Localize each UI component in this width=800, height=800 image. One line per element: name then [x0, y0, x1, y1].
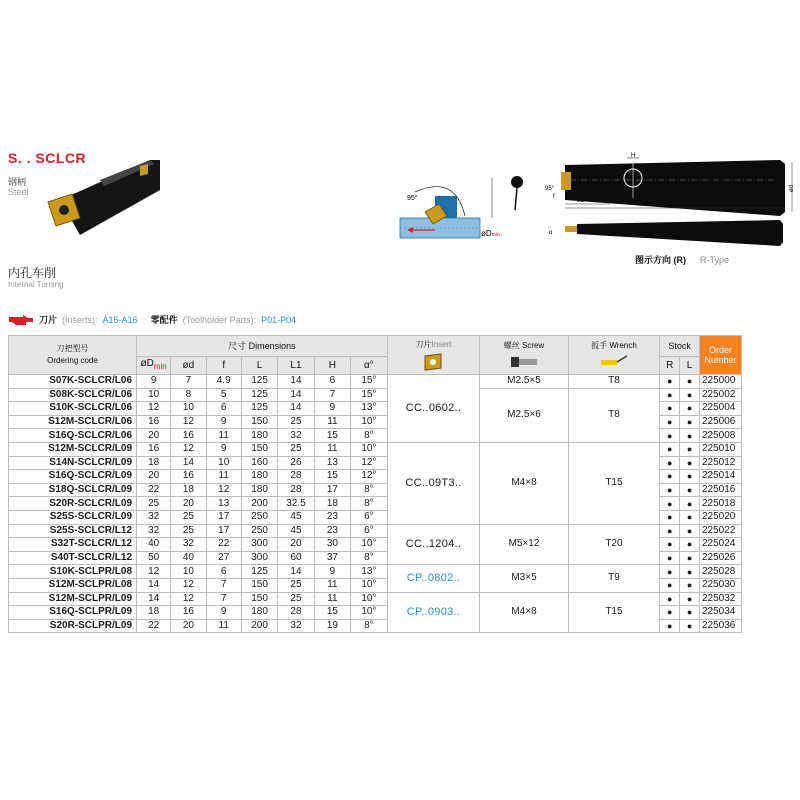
dimension-cell-d: 22	[137, 483, 171, 497]
dimension-cell-d: 18	[171, 483, 206, 497]
stock-left-dot: ●	[680, 442, 700, 456]
dimension-cell-d: 12	[171, 578, 206, 592]
dimension-cell-a: 12°	[351, 456, 388, 470]
screw-cell: M2.5×6	[480, 388, 568, 442]
dimensions-header: 尺寸 Dimensions	[137, 336, 388, 357]
dimension-cell-l: 125	[241, 565, 277, 579]
stock-left-dot: ●	[680, 510, 700, 524]
dimension-cell-l: 150	[241, 578, 277, 592]
table-row	[9, 565, 742, 579]
insert-cell: CC..09T3..	[387, 442, 480, 524]
f-label: f	[553, 194, 555, 200]
stock-left-dot: ●	[680, 565, 700, 579]
dimension-cell-d: 25	[171, 510, 206, 524]
screw-cell: M5×12	[480, 524, 568, 565]
dimension-cell-d: 16	[171, 606, 206, 620]
insert-cell[interactable]: CP..0802..	[387, 565, 480, 592]
dimension-cell-h: 30	[314, 538, 350, 552]
dimension-cell-l1: 25	[278, 592, 314, 606]
order-number-cell: 225010	[699, 442, 741, 456]
stock-right-dot: ●	[660, 538, 680, 552]
dimension-cell-l: 250	[241, 524, 277, 538]
dimension-cell-d: 14	[171, 456, 206, 470]
dimension-cell-d: 10	[171, 565, 206, 579]
table-row	[9, 442, 742, 456]
holder-diagram	[505, 150, 800, 250]
dimension-cell-l1: 32	[278, 429, 314, 443]
order-number-cell: 225012	[699, 456, 741, 470]
dimension-cell-f: 7	[206, 578, 241, 592]
col-alpha: α°	[351, 357, 388, 375]
dimension-cell-f: 7	[206, 592, 241, 606]
dimension-cell-d: 14	[137, 578, 171, 592]
toolholder-pages-link[interactable]: P01-P04	[261, 314, 297, 325]
order-number-cell: 225004	[699, 402, 741, 416]
order-number-cell: 225006	[699, 415, 741, 429]
dimension-cell-l: 125	[241, 375, 277, 389]
dimension-cell-a: 6°	[351, 524, 388, 538]
col-d: ød	[171, 357, 206, 375]
ordering-code-cell: S16Q-SCLCR/L09	[9, 470, 137, 484]
dimension-cell-l: 250	[241, 510, 277, 524]
stock-left-dot: ●	[680, 456, 700, 470]
dimension-cell-a: 10°	[351, 442, 388, 456]
dimension-cell-f: 11	[206, 470, 241, 484]
screw-cell: M4×8	[480, 442, 568, 524]
stock-right-dot: ●	[660, 592, 680, 606]
dimension-cell-a: 8°	[351, 429, 388, 443]
dimension-cell-h: 7	[314, 388, 350, 402]
dimension-cell-a: 10°	[351, 592, 388, 606]
dimension-cell-d: 14	[137, 592, 171, 606]
insert-icon	[422, 353, 444, 371]
dimension-cell-f: 27	[206, 551, 241, 565]
dimension-cell-a: 8°	[351, 619, 388, 633]
dimension-cell-d: 16	[171, 470, 206, 484]
stock-right-dot: ●	[660, 497, 680, 511]
order-number-cell: 225016	[699, 483, 741, 497]
dimension-cell-d: 16	[137, 442, 171, 456]
dimension-cell-h: 23	[314, 510, 350, 524]
dimension-cell-f: 11	[206, 429, 241, 443]
stock-right-dot: ●	[660, 578, 680, 592]
ordering-code-cell: S08K-SCLCR/L06	[9, 388, 137, 402]
dimension-cell-l1: 26	[278, 456, 314, 470]
table-row	[9, 592, 742, 606]
wrench-cell: T15	[568, 592, 660, 633]
l-label: L	[670, 202, 674, 208]
dimension-cell-f: 13	[206, 497, 241, 511]
spec-table	[8, 335, 742, 633]
direction-en: R-Type	[700, 255, 730, 265]
dimension-cell-l1: 25	[278, 442, 314, 456]
wrench-cell: T9	[568, 565, 660, 592]
dimension-cell-a: 10°	[351, 578, 388, 592]
dimension-cell-l1: 25	[278, 578, 314, 592]
ordering-code-header: 刀把型号 Ordering code	[9, 336, 137, 375]
ordering-code-cell: S25S-SCLCR/L12	[9, 524, 137, 538]
operation-en: Internal Turning	[8, 280, 64, 289]
stock-left-dot: ●	[680, 483, 700, 497]
dimension-cell-h: 19	[314, 619, 350, 633]
dimension-cell-d: 12	[171, 592, 206, 606]
ordering-code-cell: S20R-SCLCR/L09	[9, 497, 137, 511]
dimension-cell-f: 12	[206, 483, 241, 497]
table-row	[9, 524, 742, 538]
dimension-cell-a: 13°	[351, 402, 388, 416]
order-number-cell: 225008	[699, 429, 741, 443]
insert-header: 刀片Insert	[387, 336, 480, 375]
dimension-cell-d: 50	[137, 551, 171, 565]
dimension-cell-l1: 14	[278, 388, 314, 402]
stock-right-dot: ●	[660, 510, 680, 524]
stock-right-dot: ●	[660, 619, 680, 633]
dimension-cell-l: 125	[241, 388, 277, 402]
stock-header: Stock	[660, 336, 700, 357]
dimension-cell-d: 16	[171, 429, 206, 443]
order-number-header: Order Number	[699, 336, 741, 375]
dimension-cell-l: 180	[241, 483, 277, 497]
dimension-cell-h: 11	[314, 592, 350, 606]
col-h: H	[314, 357, 350, 375]
inserts-en: (Inserts):	[62, 314, 98, 325]
dimension-cell-a: 6°	[351, 510, 388, 524]
wrench-icon	[599, 354, 629, 370]
ordering-code-cell: S12M-SCLCR/L06	[9, 415, 137, 429]
dimension-cell-h: 15	[314, 470, 350, 484]
order-number-cell: 225020	[699, 510, 741, 524]
dimension-cell-d: 25	[171, 524, 206, 538]
order-number-cell: 225026	[699, 551, 741, 565]
dimension-cell-a: 12°	[351, 470, 388, 484]
dimension-cell-d: 12	[137, 402, 171, 416]
wrench-cell: T15	[568, 442, 660, 524]
material-cn: 钢柄	[8, 177, 27, 187]
order-number-cell: 225000	[699, 375, 741, 389]
dimension-cell-l: 150	[241, 415, 277, 429]
order-number-cell: 225032	[699, 592, 741, 606]
dimension-cell-d: 40	[171, 551, 206, 565]
material-en: Steel	[8, 187, 29, 197]
dimension-cell-h: 15	[314, 429, 350, 443]
dimension-cell-d: 9	[137, 375, 171, 389]
dimension-cell-d: 18	[137, 456, 171, 470]
ordering-code-cell: S10K-SCLPR/L08	[9, 565, 137, 579]
dimension-cell-d: 10	[137, 388, 171, 402]
dimension-cell-d: 20	[137, 470, 171, 484]
ordering-code-cell: S18Q-SCLCR/L09	[9, 483, 137, 497]
l1-label: L1	[577, 198, 584, 204]
order-number-cell: 225018	[699, 497, 741, 511]
direction-label	[635, 253, 729, 266]
dimension-cell-l1: 60	[278, 551, 314, 565]
dimension-cell-f: 9	[206, 606, 241, 620]
stock-right-dot: ●	[660, 483, 680, 497]
dimension-cell-f: 17	[206, 510, 241, 524]
dimension-cell-a: 13°	[351, 565, 388, 579]
dimension-cell-h: 11	[314, 442, 350, 456]
wrench-header: 扳手 Wrench	[568, 336, 660, 375]
wrench-cell: T20	[568, 524, 660, 565]
col-stock-l: L	[680, 357, 700, 375]
ordering-code-cell: S16Q-SCLPR/L09	[9, 606, 137, 620]
dimension-cell-l1: 28	[278, 483, 314, 497]
dimension-cell-h: 17	[314, 483, 350, 497]
stock-right-dot: ●	[660, 606, 680, 620]
stock-left-dot: ●	[680, 619, 700, 633]
dimension-cell-f: 17	[206, 524, 241, 538]
dimension-cell-l: 180	[241, 429, 277, 443]
dimension-cell-f: 9	[206, 442, 241, 456]
ordering-code-cell: S40T-SCLCR/L12	[9, 551, 137, 565]
dimension-cell-f: 6	[206, 565, 241, 579]
direction-cn: 图示方向 (R)	[635, 255, 686, 265]
dimension-cell-a: 10°	[351, 606, 388, 620]
dimension-cell-h: 15	[314, 606, 350, 620]
toolholder-en: (Toolholder Parts):	[182, 314, 257, 325]
dimension-cell-a: 8°	[351, 483, 388, 497]
col-stock-r: R	[660, 357, 680, 375]
dimension-cell-d: 32	[137, 524, 171, 538]
stock-left-dot: ●	[680, 415, 700, 429]
dimension-cell-d: 25	[137, 497, 171, 511]
stock-right-dot: ●	[660, 524, 680, 538]
stock-right-dot: ●	[660, 375, 680, 389]
dimension-cell-d: 32	[137, 510, 171, 524]
dimension-cell-l: 150	[241, 592, 277, 606]
screw-cell: M3×5	[480, 565, 568, 592]
dimension-cell-d: 12	[137, 565, 171, 579]
screw-cell: M4×8	[480, 592, 568, 633]
angle-label-right: 95°	[545, 186, 555, 192]
bore-diagram	[395, 168, 505, 243]
dimension-cell-l1: 14	[278, 375, 314, 389]
dmin-label: øDmin	[481, 229, 500, 238]
dimension-cell-d: 8	[171, 388, 206, 402]
order-number-cell: 225034	[699, 606, 741, 620]
dimension-cell-f: 6	[206, 402, 241, 416]
stock-left-dot: ●	[680, 470, 700, 484]
order-number-cell: 225030	[699, 578, 741, 592]
dimension-cell-l: 160	[241, 456, 277, 470]
order-number-cell: 225014	[699, 470, 741, 484]
dimension-cell-d: 20	[137, 429, 171, 443]
dimension-cell-h: 18	[314, 497, 350, 511]
stock-left-dot: ●	[680, 578, 700, 592]
dimension-cell-l1: 45	[278, 510, 314, 524]
order-number-cell: 225002	[699, 388, 741, 402]
dimension-cell-h: 9	[314, 402, 350, 416]
dimension-cell-d: 12	[171, 415, 206, 429]
dimension-cell-l1: 32.5	[278, 497, 314, 511]
dimension-cell-h: 6	[314, 375, 350, 389]
parts-reference	[8, 313, 296, 326]
stock-right-dot: ●	[660, 388, 680, 402]
insert-cell: CC..0602..	[387, 375, 480, 443]
order-number-cell: 225024	[699, 538, 741, 552]
dimension-cell-a: 8°	[351, 551, 388, 565]
screw-icon	[509, 354, 539, 370]
stock-left-dot: ●	[680, 497, 700, 511]
table-row	[9, 388, 742, 402]
stock-right-dot: ●	[660, 551, 680, 565]
product-photo	[40, 160, 160, 250]
order-number-cell: 225036	[699, 619, 741, 633]
ordering-code-cell: S20R-SCLPR/L09	[9, 619, 137, 633]
h-label: H	[631, 153, 636, 159]
dimension-cell-d: 7	[171, 375, 206, 389]
dimension-cell-d: 18	[137, 606, 171, 620]
stock-left-dot: ●	[680, 388, 700, 402]
dimension-cell-l: 180	[241, 470, 277, 484]
dimension-cell-h: 13	[314, 456, 350, 470]
ordering-code-cell: S07K-SCLCR/L06	[9, 375, 137, 389]
stock-left-dot: ●	[680, 524, 700, 538]
operation-cn: 内孔车削	[8, 266, 57, 280]
stock-right-dot: ●	[660, 456, 680, 470]
stock-left-dot: ●	[680, 402, 700, 416]
order-number-cell: 225028	[699, 565, 741, 579]
dimension-cell-h: 23	[314, 524, 350, 538]
dimension-cell-d: 16	[137, 415, 171, 429]
dimension-cell-l1: 14	[278, 565, 314, 579]
dimension-cell-l1: 14	[278, 402, 314, 416]
stock-left-dot: ●	[680, 606, 700, 620]
dimension-cell-l: 200	[241, 619, 277, 633]
dimension-cell-h: 9	[314, 565, 350, 579]
d-label: ød	[789, 184, 795, 192]
angle-label-left: 95°	[407, 195, 418, 202]
spec-table-body	[9, 375, 742, 633]
alpha-label: α	[549, 230, 553, 236]
ordering-code-cell: S16Q-SCLCR/L06	[9, 429, 137, 443]
dimension-cell-l: 125	[241, 402, 277, 416]
col-f: f	[206, 357, 241, 375]
dimension-cell-l1: 32	[278, 619, 314, 633]
stock-right-dot: ●	[660, 442, 680, 456]
dimension-cell-l1: 28	[278, 606, 314, 620]
dimension-cell-f: 11	[206, 619, 241, 633]
dimension-cell-h: 37	[314, 551, 350, 565]
stock-left-dot: ●	[680, 429, 700, 443]
dimension-cell-d: 20	[171, 497, 206, 511]
dimension-cell-d: 40	[137, 538, 171, 552]
table-row	[9, 375, 742, 389]
ordering-code-cell: S25S-SCLCR/L09	[9, 510, 137, 524]
col-dmin: $øD_{min}$	[137, 357, 171, 375]
dimension-cell-h: 11	[314, 578, 350, 592]
dimension-cell-l1: 28	[278, 470, 314, 484]
dimension-cell-f: 10	[206, 456, 241, 470]
dimension-cell-l: 180	[241, 606, 277, 620]
dimension-cell-d: 20	[171, 619, 206, 633]
stock-right-dot: ●	[660, 415, 680, 429]
ordering-code-cell: S10K-SCLCR/L06	[9, 402, 137, 416]
pointing-hand-icon	[8, 314, 34, 326]
dimension-cell-f: 22	[206, 538, 241, 552]
stock-right-dot: ●	[660, 470, 680, 484]
stock-right-dot: ●	[660, 402, 680, 416]
stock-left-dot: ●	[680, 551, 700, 565]
stock-left-dot: ●	[680, 592, 700, 606]
dimension-cell-l1: 25	[278, 415, 314, 429]
series-title: S. . SCLCR	[8, 150, 87, 166]
stock-right-dot: ●	[660, 429, 680, 443]
wrench-cell: T8	[568, 375, 660, 389]
dimension-cell-a: 15°	[351, 388, 388, 402]
dimension-cell-a: 10°	[351, 415, 388, 429]
dimension-cell-l: 200	[241, 497, 277, 511]
wrench-cell: T8	[568, 388, 660, 442]
dimension-cell-a: 10°	[351, 538, 388, 552]
col-l1: L1	[278, 357, 314, 375]
dimension-cell-h: 11	[314, 415, 350, 429]
toolholder-cn: 零配件	[150, 315, 178, 325]
dimension-cell-d: 22	[137, 619, 171, 633]
screw-cell: M2.5×5	[480, 375, 568, 389]
ordering-code-cell: S12M-SCLCR/L09	[9, 442, 137, 456]
inserts-pages-link[interactable]: A15-A16	[102, 314, 138, 325]
dimension-cell-d: 10	[171, 402, 206, 416]
screw-header: 螺丝 Screw	[480, 336, 568, 375]
insert-cell: CC..1204..	[387, 524, 480, 565]
inserts-cn: 刀片	[39, 315, 58, 325]
dimension-cell-d: 32	[171, 538, 206, 552]
dimension-cell-f: 5	[206, 388, 241, 402]
insert-cell[interactable]: CP..0903..	[387, 592, 480, 633]
dimension-cell-l: 150	[241, 442, 277, 456]
dimension-cell-d: 12	[171, 442, 206, 456]
ordering-code-cell: S14N-SCLCR/L09	[9, 456, 137, 470]
stock-right-dot: ●	[660, 565, 680, 579]
ordering-code-cell: S12M-SCLPR/L09	[9, 592, 137, 606]
stock-left-dot: ●	[680, 538, 700, 552]
ordering-code-cell: S32T-SCLCR/L12	[9, 538, 137, 552]
order-number-cell: 225022	[699, 524, 741, 538]
dimension-cell-l1: 20	[278, 538, 314, 552]
dimension-cell-l: 300	[241, 538, 277, 552]
dimension-cell-a: 15°	[351, 375, 388, 389]
dimension-cell-f: 9	[206, 415, 241, 429]
dimension-cell-l1: 45	[278, 524, 314, 538]
dimension-cell-l: 300	[241, 551, 277, 565]
ordering-code-cell: S12M-SCLPR/L08	[9, 578, 137, 592]
stock-left-dot: ●	[680, 375, 700, 389]
dimension-cell-a: 8°	[351, 497, 388, 511]
dimension-cell-f: 4.9	[206, 375, 241, 389]
col-l: L	[241, 357, 277, 375]
